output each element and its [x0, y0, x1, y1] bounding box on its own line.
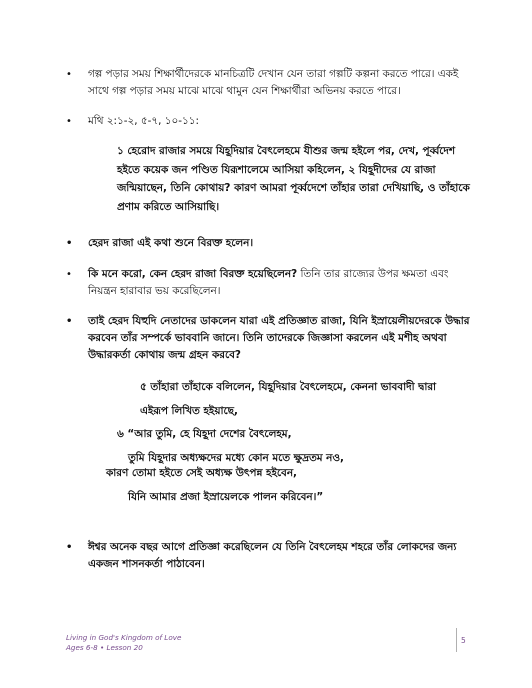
scripture-passage-1-2: ১ হেরোদ রাজার সময়ে যিহূদিয়ার বৈৎলেহমে যীশুর জন্ম হইলে পর, দেখ, পূর্ব্বদেশ হইতে কয়েক জন পণ্ডিত যিরূশালেমে আসিয়া কহিলেন, ২ যিহূদীদের যে রাজা জন্মিয়াছেন, তিনি কোথায়? কারণ আমরা পূর্ব্বদেশে তাঁহার তারা দেখিয়াছি, ও তাঁহাকে প্রণাম করিতে আসিয়াছি।: [117, 145, 470, 213]
question-text: কি মনে করো, কেন হেরদ রাজা বিরক্ত হয়েছিলেন?: [88, 268, 298, 280]
bullet-dot: •: [66, 69, 72, 80]
bullet-god-promise: [66, 539, 474, 573]
bullet-question-why: [66, 266, 474, 300]
bullet-text: মথি ২:১-২, ৫-৭, ১০-১১:: [88, 115, 199, 127]
footer-divider: [456, 628, 457, 652]
bullet-herod-calls-leaders: [66, 313, 474, 364]
verse-5-line-1: ৫ তাঁহারা তাঁহাকে বলিলেন, যিহূদিয়ার বৈৎলেহমে, কেননা ভাববাদী দ্বারা: [140, 381, 437, 393]
bullet-scripture-reference: [66, 113, 474, 130]
bullet-dot: •: [66, 316, 73, 327]
bullet-text: ঈশ্বর অনেক বছর আগে প্রতিজ্ঞা করেছিলেন যে তিনি বৈৎলেহম শহরে তাঁর লোকদের জন্য একজন শাসনকর্তা পাঠাবেন।: [88, 541, 457, 570]
bullet-dot: •: [66, 542, 73, 553]
verse-6-line-1: ৬ “আর তুমি, হে যিহূদা দেশের বৈৎলেহম,: [117, 428, 292, 440]
page-number: 5: [461, 636, 466, 645]
bullet-dot: •: [66, 116, 72, 127]
bullet-text: হেরদ রাজা এই কথা শুনে বিরক্ত হলেন।: [88, 237, 254, 249]
bullet-text: তাই হেরদ যিহুদি নেতাদের ডাকলেন যারা এই প্রতিজ্ঞাত রাজা, যিনি ইস্রায়েলীয়দেরকে উদ্ধার করবেন তাঁর সম্পর্কে ভাববানি জানে। তিনি তাদেরকে জিজ্ঞাসা করলেন এই মশীহ অথবা উদ্ধারকর্তা কোথায় জন্ম গ্রহন করবে?: [88, 315, 470, 361]
bullet-map-instruction: [66, 66, 474, 100]
answer-text: তিনি তার রাজ্যের উপর ক্ষমতা এবং নিয়ন্ত্রন হারাবার ভয় করেছিলেন।: [88, 268, 449, 297]
bullet-dot: •: [66, 238, 73, 249]
bullet-text: [88, 266, 474, 300]
verse-6-line-3: কারণ তোমা হইতে সেই অধ্যক্ষ উৎপন্ন হইবেন,: [106, 467, 297, 479]
verse-6-line-2: তুমি যিহূদার অধ্যক্ষদের মধ্যে কোন মতে ক্ষুদ্রতম নও,: [128, 452, 344, 464]
bullet-dot: •: [66, 269, 72, 280]
footer-curriculum-title: Living in God's Kingdom of Love: [66, 633, 182, 642]
verse-6-line-4: যিনি আমার প্রজা ইস্রায়েলকে পালন করিবেন।”: [128, 491, 324, 503]
bullet-herod-troubled: [66, 235, 474, 252]
verse-5-line-2: এইরূপ লিখিত হইয়াছে,: [140, 405, 238, 417]
footer-lesson-info: Ages 6-8 • Lesson 20: [66, 643, 143, 652]
bullet-text: গল্প পড়ার সময় শিক্ষার্থীদেরকে মানচিত্রটি দেখান যেন তারা গল্পটি কল্পনা করতে পারে। একই সাথে গল্প পড়ার সময় মাঝে মাঝে থামুন যেন শিক্ষার্থীরা অভিনয় করতে পারে।: [88, 68, 459, 97]
